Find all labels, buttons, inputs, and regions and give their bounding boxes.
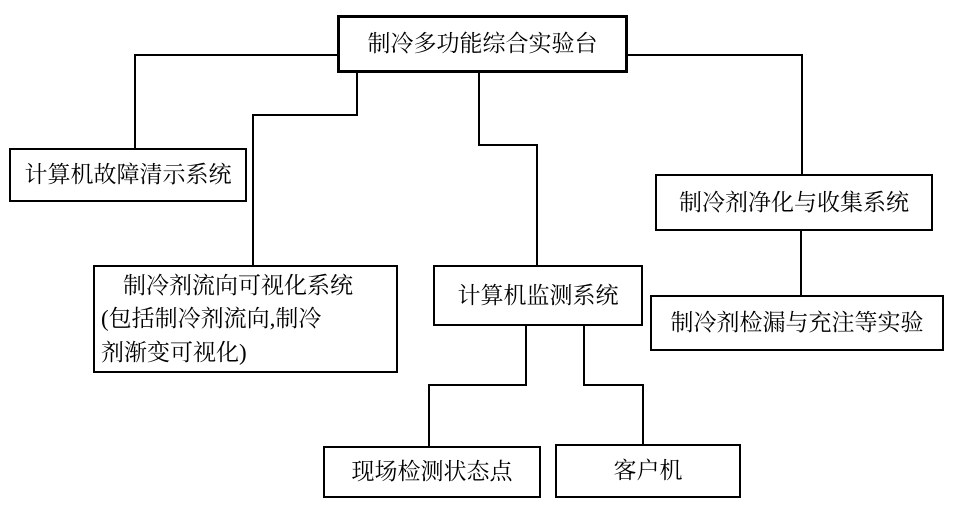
connector-root-monitor: [479, 72, 537, 266]
node-refrigerant-leak-detection-charging-experiment: [650, 295, 944, 351]
node-computer-fault-display-system: [9, 148, 247, 202]
node-field-label: 现场检测状态点: [351, 459, 513, 485]
node-monitor-label: 计算机监测系统: [457, 282, 619, 308]
connector-root-purify: [627, 55, 802, 175]
node-refrigerant-flow-visualization-system: [93, 265, 398, 373]
node-client-machine: [555, 444, 741, 498]
node-computer-monitoring-system: [433, 265, 643, 326]
connector-monitor-field: [429, 325, 526, 447]
node-purify-label: 制冷剂净化与收集系统: [679, 189, 909, 215]
node-flow-vis-line-1: 制冷剂流向可视化系统: [123, 272, 353, 298]
node-refrigerant-purification-collection-system: [655, 174, 933, 231]
connector-root-fault: [135, 55, 337, 149]
node-fault-label: 计算机故障清示系统: [24, 162, 232, 188]
node-flow-vis-line-3: 剂渐变可视化): [101, 339, 247, 365]
node-field-detection-status-points: [323, 446, 541, 498]
connector-monitor-client: [584, 325, 643, 445]
node-leak-label: 制冷剂检漏与充注等实验: [670, 310, 924, 336]
node-root-label: 制冷多功能综合实验台: [367, 31, 598, 57]
node-flow-vis-line-2: (包括制冷剂流向,制冷: [101, 306, 322, 332]
node-client-label: 客户机: [613, 458, 683, 484]
connector-root-flow-vis: [253, 72, 357, 266]
node-root-experiment-platform: [337, 15, 628, 73]
